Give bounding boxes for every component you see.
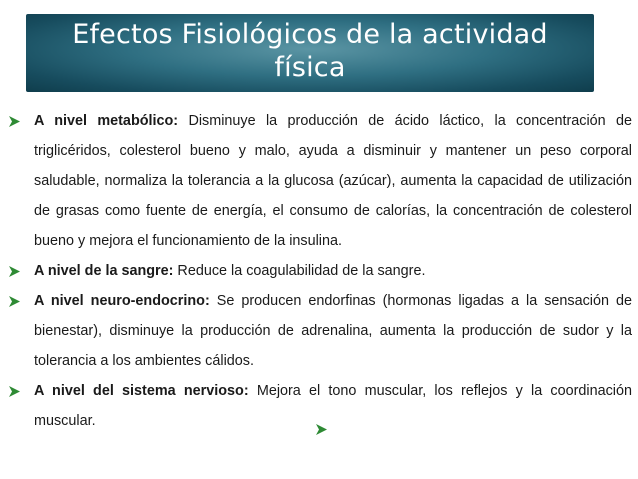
- arrow-bullet-icon: [8, 265, 21, 278]
- bullet-list: [8, 106, 632, 436]
- bullet-item-sangre: [8, 256, 632, 286]
- empty-bullet-arrow-icon: [315, 423, 328, 436]
- bullet-text: [34, 376, 632, 436]
- slide-title-line-1: Efectos Fisiológicos de la actividad: [72, 19, 548, 50]
- bullet-text: [34, 256, 632, 286]
- bullet-body: Mejora el tono muscular, los reflejos y la coordinación muscular.: [34, 383, 632, 429]
- bullet-body: Disminuye la producción de ácido láctico, la concentración de triglicéridos, colesterol bueno y malo, ayuda a disminuir y mantener un peso corporal saludable, normaliza la tolerancia a la glucosa (azúcar), aumenta la capacidad de utilización de grasas como fuente de energía, el consumo de calorías, la concentración de colesterol bueno y mejora el funcionamiento de la insulina.: [34, 113, 633, 249]
- bullet-item-neuroendocrino: [8, 286, 632, 376]
- bullet-body: Reduce la coagulabilidad de la sangre.: [173, 263, 426, 279]
- slide-title-line-2: física: [274, 52, 346, 83]
- bullet-item-metabolico: [8, 106, 632, 256]
- bullet-heading: A nivel metabólico:: [34, 113, 179, 129]
- bullet-heading: A nivel de la sangre:: [34, 263, 174, 279]
- arrow-bullet-icon: [8, 295, 21, 308]
- arrow-bullet-icon: [8, 385, 21, 398]
- bullet-heading: A nivel del sistema nervioso:: [34, 383, 249, 399]
- bullet-heading: A nivel neuro-endocrino:: [34, 293, 210, 309]
- bullet-text: [34, 106, 632, 256]
- bullet-body: Se producen endorfinas (hormonas ligadas a la sensación de bienestar), disminuye la producción de adrenalina, aumenta la producción de sudor y la tolerancia a los ambientes cálidos.: [34, 293, 633, 369]
- slide-title: [26, 18, 594, 84]
- arrow-bullet-icon: [8, 115, 21, 128]
- bullet-text: [34, 286, 632, 376]
